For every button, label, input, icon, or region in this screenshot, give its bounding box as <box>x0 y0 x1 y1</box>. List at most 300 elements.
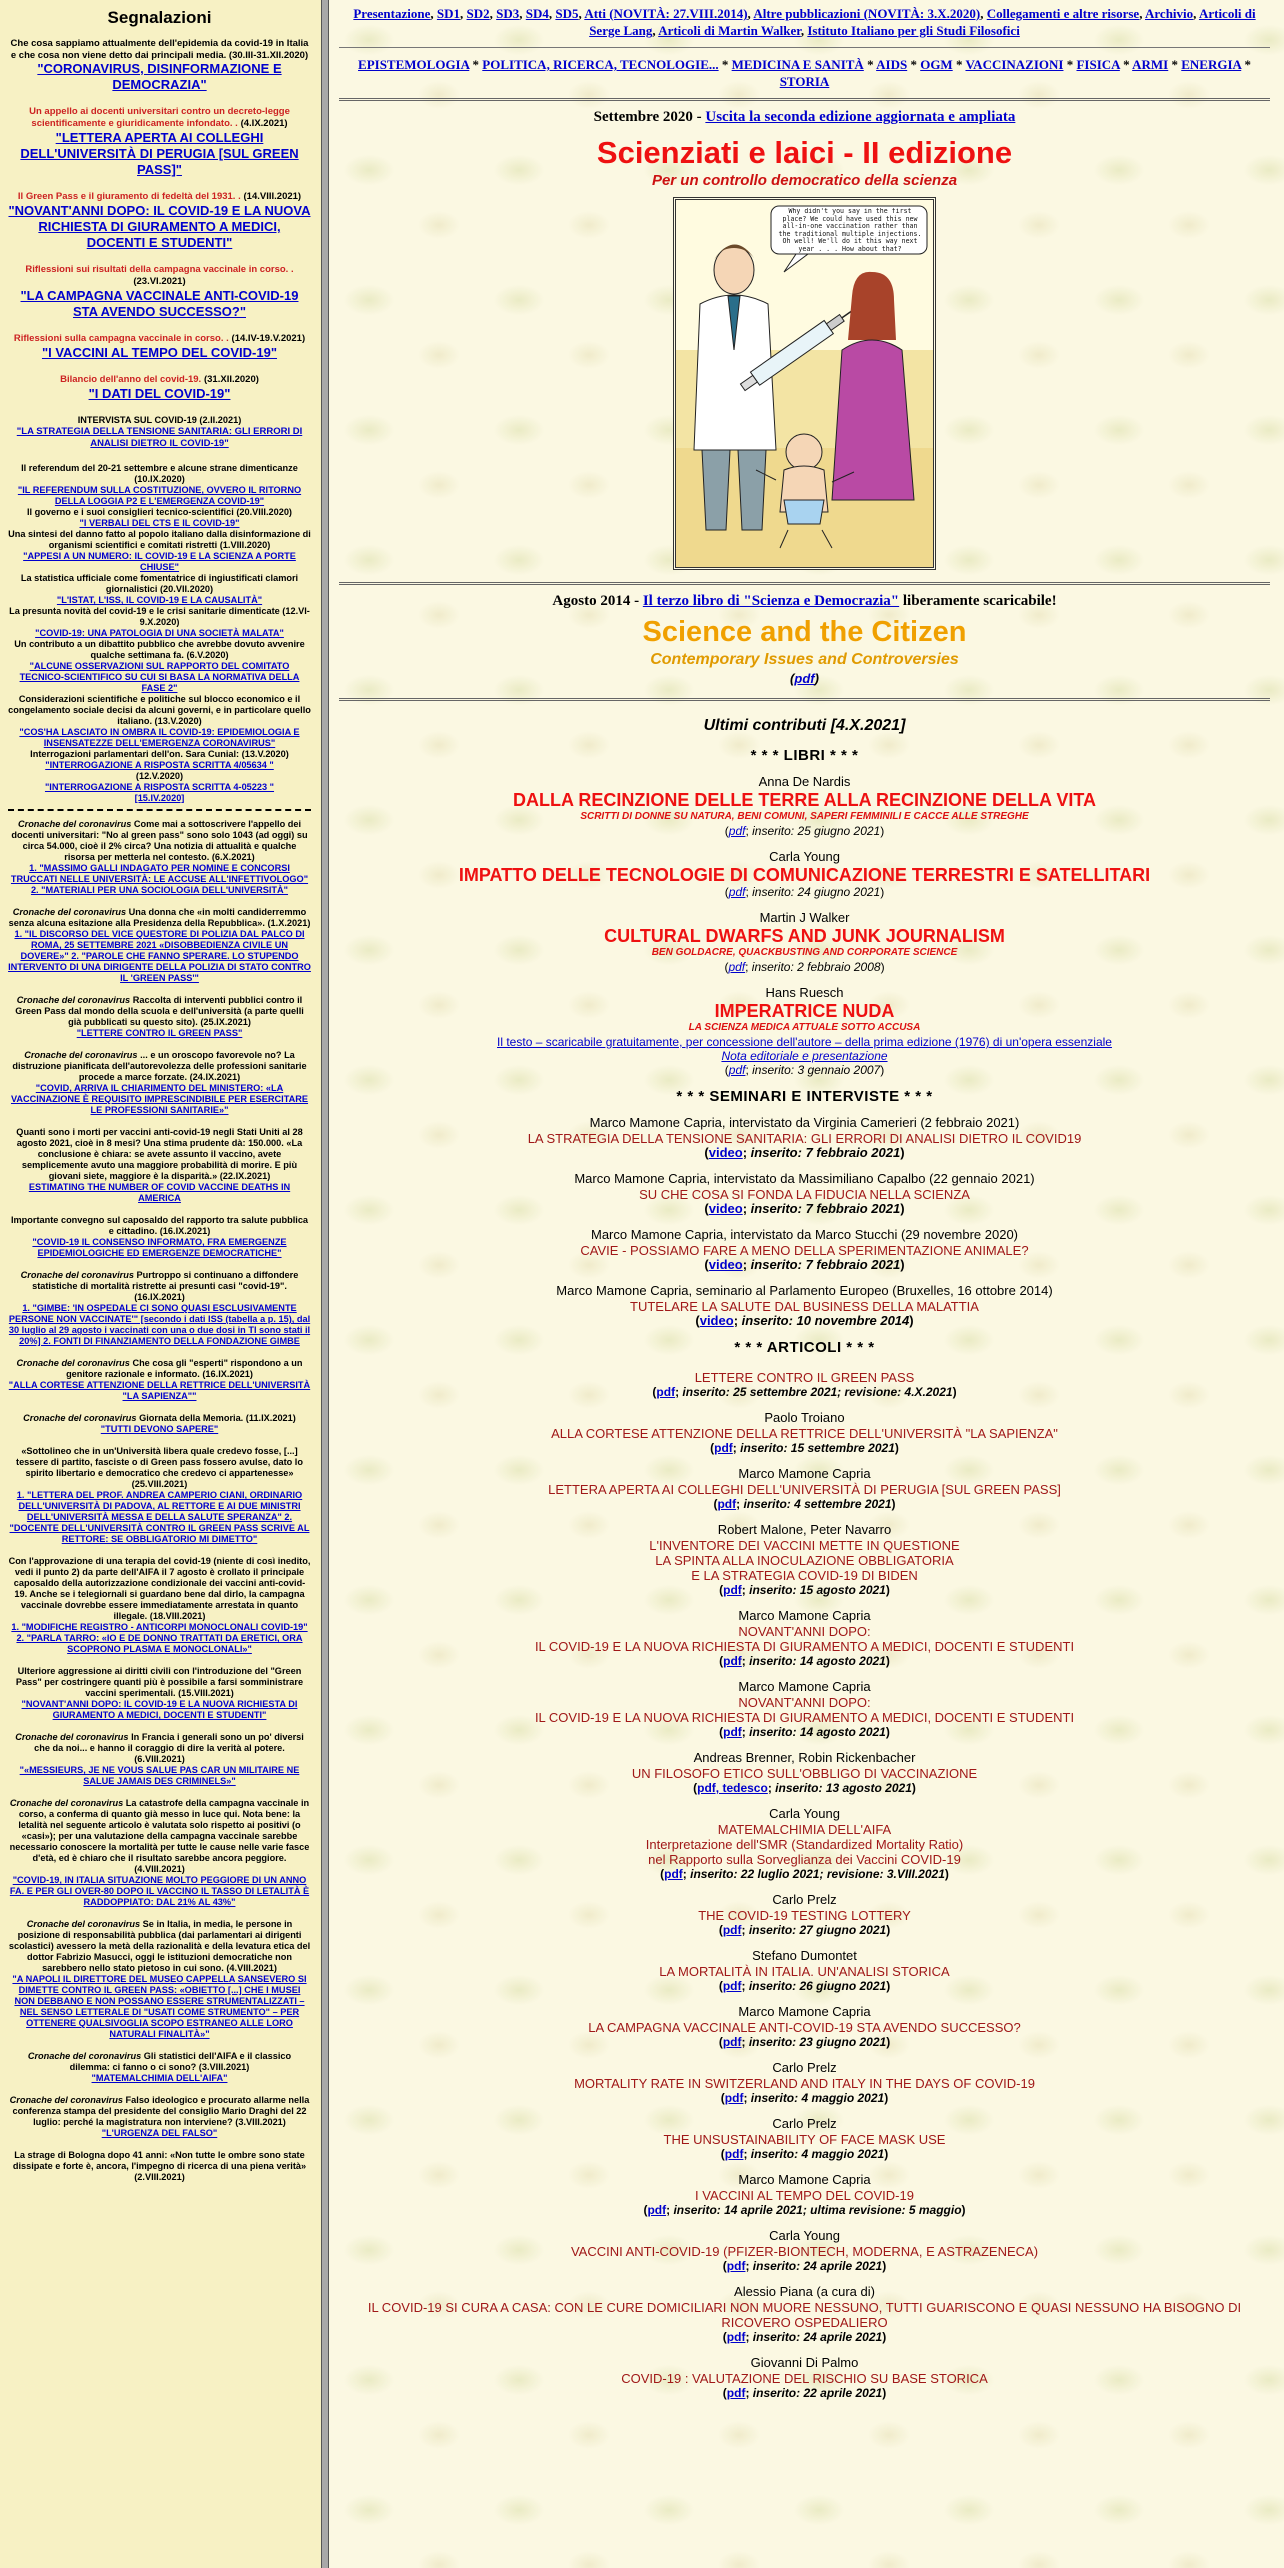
seminar-title: CAVIE - POSSIAMO FARE A MENO DELLA SPERIMENTAZIONE ANIMALE? <box>580 1243 1029 1258</box>
sidebar-covid-item <box>8 639 311 694</box>
book-note: SCRITTI DI DONNE SU NATURA, BENI COMUNI, SAPERI FEMMINILI E CACCE ALLE STREGHE <box>580 811 1029 822</box>
article-pdf-link[interactable]: pdf <box>664 1867 683 1881</box>
sidebar-cronaca-link[interactable]: "A NAPOLI IL DIRETTORE DEL MUSEO CAPPELLA SANSEVERO SI DIMETTE CONTRO IL GREEN PASS: «OBIETTO [...] CHE I MUSEI NON DEBBANO E NON POSSANO ESSERE STRUMENTALIZZATI – NEL SENSO LETTERALE DI "USATI COME STRUMENTO" – PER OTTENERE QUALSIVOGLIA SCOPO ESTRANEO ALLE LORO NATURALI FINALITÀ»" <box>12 1974 307 2039</box>
book-editorial-link[interactable]: Nota editoriale e presentazione <box>721 1049 888 1063</box>
article-author: Marco Mamone Capria <box>738 1679 871 1694</box>
seminar-who: Marco Mamone Capria, intervistato da Virginia Camerieri (2 febbraio 2021) <box>589 1115 1020 1130</box>
sidebar-cronaca-link[interactable]: "NOVANT'ANNI DOPO: IL COVID-19 E LA NUOVA RICHIESTA DI GIURAMENTO A MEDICI, DOCENTI E STUDENTI" <box>21 1699 298 1720</box>
sidebar-cronaca-text: Come mai a sottoscrivere l'appello dei docenti universitari: "No al green pass" sono solo 1043 (ad oggi) su circa 54.000, cioè il 2% circa? Una notizia di attualità e qualche risorsa per metterla nel contesto. (6.X.2021) <box>11 819 308 862</box>
article-inserted: (pdf; inserito: 14 aprile 2021; ultima revisione: 5 maggio) <box>643 2203 966 2217</box>
sidebar-cronaca-link[interactable]: 1. "LETTERA DEL PROF. ANDREA CAMPERIO CIANI, ORDINARIO DELL'UNIVERSITÀ DI PADOVA, AL RETTORE E AI DUE MINISTRI DELL'UNIVERSITÀ MESSA E DELLA SALUTE SPERANZA" 2. "DOCENTE DELL'UNIVERSITÀ CONTRO IL GREEN PASS SCRIVE AL RETTORE: SE OBBLIGATORIO MI DIMETTO" <box>9 1490 310 1544</box>
sidebar-covid-link[interactable]: "COVID-19: UNA PATOLOGIA DI UNA SOCIETÀ MALATA" <box>35 628 284 638</box>
sidebar-covid-desc: La statistica ufficiale come fomentatrice di ingiustificati clamori giornalistici (20.VII.2020) <box>20 573 299 594</box>
video-link[interactable]: video <box>699 1313 734 1328</box>
article-entry <box>339 1466 1270 1511</box>
sidebar-cronaca-text: Giornata della Memoria. (11.IX.2021) <box>139 1413 296 1423</box>
sidebar-cronaca-text: Ulteriore aggressione ai diritti civili con l'introduzione del "Green Pass" per costringere quanti più è possibile a farsi somministrare vaccini sperimentali. (15.VIII.2021) <box>15 1666 304 1698</box>
book-title: IMPATTO DELLE TECNOLOGIE DI COMUNICAZIONE TERRESTRI E SATELLITARI <box>458 865 1151 885</box>
seminar-entry <box>339 1171 1270 1216</box>
seminars-list <box>339 1115 1270 1328</box>
nav-link[interactable]: Archivio <box>1145 6 1194 21</box>
article-pdf-link[interactable]: pdf <box>722 2035 742 2049</box>
article-pdf-link[interactable]: pdf, tedesco <box>697 1781 768 1795</box>
section-divider <box>339 698 1270 701</box>
book-subtitle: Contemporary Issues and Controversies <box>650 651 959 668</box>
sidebar-covid-link[interactable]: "COS'HA LASCIATO IN OMBRA IL COVID-19: EPIDEMIOLOGIA E INSENSATEZZE DELL'EMERGENZA CORONAVIRUS" <box>19 727 300 748</box>
article-title: THE COVID-19 TESTING LOTTERY <box>698 1908 911 1923</box>
inserted-date: inserito: 15 agosto 2021 <box>749 1583 886 1597</box>
topic-link[interactable]: AIDS <box>876 57 908 72</box>
sidebar-cronaca <box>8 1413 311 1435</box>
sidebar-covid-desc: Interrogazioni parlamentari dell'on. Sara Cunial: (13.V.2020) <box>30 749 289 759</box>
book-title: Science and the Citizen <box>642 616 967 648</box>
sidebar-cronaca-link[interactable]: ESTIMATING THE NUMBER OF COVID VACCINE DEATHS IN AMERICA <box>28 1182 291 1203</box>
article-inserted: (pdf; inserito: 22 luglio 2021; revisione: 3.VIII.2021) <box>660 1867 949 1881</box>
seminar-entry <box>339 1283 1270 1328</box>
article-pdf-link[interactable]: pdf <box>722 1923 742 1937</box>
sidebar-cronaca-link[interactable]: "COVID, ARRIVA IL CHIARIMENTO DEL MINISTERO: «LA VACCINAZIONE È REQUISITO IMPRESCINDIBILE PER ESERCITARE LE PROFESSIONI SANITARIE»" <box>10 1083 309 1115</box>
article-inserted: (pdf; inserito: 23 giugno 2021) <box>718 2035 891 2049</box>
book-inserted: (pdf; inserito: 25 giugno 2021) <box>724 824 885 838</box>
article-pdf-link[interactable]: pdf <box>724 2091 744 2105</box>
cartoon-caption: Why didn't you say in the first place? We could have used this new all-in-one vaccination rather than the traditional multiple injections. Oh well! We'll do it this way next year . . . How about that? <box>778 208 922 253</box>
article-entry <box>339 1750 1270 1795</box>
pdf-link[interactable]: pdf <box>728 824 746 838</box>
book-note: LA SCIENZA MEDICA ATTUALE SOTTO ACCUSA <box>688 1022 921 1033</box>
sidebar-cronaca-text: La catastrofe della campagna vaccinale in corso, a conferma di quanto già messo in luce qui. Nota bene: la letalità nel seguente articolo è valutata solo rispetto ai positivi (o «casi»); per una valutazione della campagna vaccinale sarebbe necessario conoscere la mortalità per tutte le cause nelle varie fasce d'età, ed è chiaro che il risultato sarebbe ancora peggiore. (4.VIII.2021) <box>9 1798 310 1874</box>
sidebar-cronaca-link[interactable]: 1. "MASSIMO GALLI INDAGATO PER NOMINE E CONCORSI TRUCCATI NELLE UNIVERSITÀ: LE ACCUSE ALL'INFETTIVOLOGO" 2. "MATERIALI PER UNA SOCIOLOGIA DELL'UNIVERSITÀ" <box>10 863 309 895</box>
nav-link[interactable]: Articoli di Martin Walker <box>658 23 801 38</box>
sidebar-interview: INTERVISTA SUL COVID-19 (2.II.2021) <box>77 415 242 425</box>
sidebar-cronaca-text: Che cosa gli "esperti" rispondono a un genitore razionale e informato. (16.IX.2021) <box>66 1358 303 1379</box>
sidebar-highlight-desc: Riflessioni sulla campagna vaccinale in corso. . <box>13 333 229 344</box>
sidebar-interview-link[interactable]: "LA STRATEGIA DELLA TENSIONE SANITARIA: GLI ERRORI DI ANALISI DIETRO IL COVID-19" <box>16 426 303 449</box>
article-author: Carlo Prelz <box>772 2116 837 2131</box>
book-section <box>339 593 1270 686</box>
sidebar-highlight-link[interactable]: "I DATI DEL COVID-19" <box>88 386 231 401</box>
sidebar-cronaca <box>8 907 311 984</box>
article-inserted: (pdf; inserito: 4 maggio 2021) <box>720 2147 889 2161</box>
inserted-date: inserito: 4 maggio 2021 <box>750 2091 885 2105</box>
article-inserted: (pdf; inserito: 22 aprile 2021) <box>722 2386 887 2400</box>
sidebar-highlight <box>8 191 311 251</box>
article-pdf-link[interactable]: pdf <box>714 1441 733 1455</box>
sidebar-cronaca <box>8 1215 311 1259</box>
nav-link[interactable]: SD5 <box>555 6 579 21</box>
book-author: Hans Ruesch <box>765 985 844 1000</box>
article-pdf-link[interactable]: pdf <box>723 1654 742 1668</box>
inserted-date: inserito: 4 maggio 2021 <box>750 2147 885 2161</box>
sidebar-cronaca-text: La strage di Bologna dopo 41 anni: «Non tutte le ombre sono state dissipate e forte è, ancora, l'impegno di ricerca di una piena verità» (2.VIII.2021) <box>12 2150 307 2182</box>
sidebar-covid-link[interactable]: "APPESI A UN NUMERO: IL COVID-19 E LA SCIENZA A PORTE CHIUSE" <box>23 551 296 572</box>
articles-heading: * * * ARTICOLI * * * <box>734 1339 875 1356</box>
nav-link[interactable]: Atti (NOVITÀ: 27.VIII.2014) <box>584 6 748 21</box>
article-author: Stefano Dumontet <box>752 1948 857 1963</box>
nav-link[interactable]: Altre pubblicazioni (NOVITÀ: 3.X.2020) <box>753 6 981 21</box>
sidebar-cronaca-text: Gli statistici dell'AIFA e il classico dilemma: ci fanno o ci sono? (3.VIII.2021) <box>69 2051 292 2072</box>
book-entry <box>339 910 1270 974</box>
sidebar-highlight <box>8 264 311 320</box>
sidebar-cronaca-text: Con l'approvazione di una terapia del covid-19 (niente di così inedito, vedi il punto 2) da parte dell'AIFA il 7 agosto è crollato il principale caposaldo della autorizzazione condizionale dei vaccini anti-covid-19. Anche se i telegiornali si guardano bene dal dirlo, la campagna vaccinale dovrebbe essere immediatamente arrestata in quanto illegale. (18.VIII.2021) <box>8 1556 311 1621</box>
section-divider <box>339 98 1270 101</box>
article-title: ALLA CORTESE ATTENZIONE DELLA RETTRICE DELL'UNIVERSITÀ "LA SAPIENZA" <box>551 1426 1058 1441</box>
topic-link[interactable]: ARMI <box>1132 57 1169 72</box>
book-link[interactable]: Il terzo libro di "Scienza e Democrazia" <box>642 593 900 609</box>
pdf-link[interactable]: pdf <box>728 885 746 899</box>
topic-link[interactable]: VACCINAZIONI <box>965 57 1064 72</box>
article-title: NOVANT'ANNI DOPO: IL COVID-19 E LA NUOVA RICHIESTA DI GIURAMENTO A MEDICI, DOCENTI E STUDENTI <box>534 1695 1075 1725</box>
sidebar-covid-item <box>8 573 311 606</box>
nav-link[interactable]: SD3 <box>496 6 520 21</box>
sidebar-cronaca <box>8 2150 311 2183</box>
video-link[interactable]: video <box>708 1257 743 1272</box>
sidebar-cronaca <box>8 1446 311 1545</box>
article-title: NOVANT'ANNI DOPO: IL COVID-19 E LA NUOVA RICHIESTA DI GIURAMENTO A MEDICI, DOCENTI E STUDENTI <box>534 1624 1075 1654</box>
book-header: Agosto 2014 - Il terzo libro di "Scienza e Democrazia" liberamente scaricabile! <box>552 593 1057 609</box>
sidebar-covid-list <box>8 463 311 804</box>
sidebar-cronache <box>8 819 311 2183</box>
sidebar-covid-link[interactable]: "L'ISTAT, L'ISS, IL COVID-19 E LA CAUSALITÀ" <box>56 595 263 605</box>
inserted-date: inserito: 14 agosto 2021 <box>749 1654 886 1668</box>
article-title: MATEMALCHIMIA DELL'AIFA Interpretazione dell'SMR (Standardized Mortality Ratio) nel Rapporto sulla Sorveglianza dei Vaccini COVID-19 <box>645 1822 964 1867</box>
book-note: BEN GOLDACRE, QUACKBUSTING AND CORPORATE SCIENCE <box>651 947 958 958</box>
seminar-entry <box>339 1115 1270 1160</box>
sidebar-covid-item <box>8 507 311 529</box>
sidebar-covid-item <box>8 694 311 749</box>
book-pdf-link[interactable]: pdf <box>794 671 815 686</box>
edition-date: Settembre 2020 <box>593 109 693 125</box>
sidebar-highlight-desc: Riflessioni sui risultati della campagna vaccinale in corso. . <box>25 264 294 275</box>
sidebar-covid-item <box>8 771 311 793</box>
edition-link[interactable]: Uscita la seconda edizione aggiornata e ampliata <box>705 109 1016 125</box>
inserted-date: inserito: 7 febbraio 2021 <box>750 1257 901 1272</box>
nav-link[interactable]: Istituto Italiano per gli Studi Filosofici <box>807 23 1020 38</box>
sidebar-cronaca-link[interactable]: 1. "IL DISCORSO DEL VICE QUESTORE DI POLIZIA DAL PALCO DI ROMA, 25 SETTEMBRE 2021 «DISOBBEDIENZA CIVILE UN DOVERE»" 2. "PAROLE CHE FANNO SPERARE. LO STUPENDO INTERVENTO DI UNA DIRIGENTE DELLA POLIZIA DI STATO CONTRO IL 'GREEN PASS'" <box>8 929 311 983</box>
article-title: COVID-19 : VALUTAZIONE DEL RISCHIO SU BASE STORICA <box>621 2371 988 2386</box>
sidebar-cronaca-text: Falso ideologico e procurato allarme nella conferenza stampa del presidente del consiglio Mario Draghi del 22 luglio: perché la magistratura non interviene? (3.VIII.2021) <box>12 2095 310 2127</box>
sidebar-covid-link[interactable]: [15.IV.2020] <box>134 793 185 803</box>
sidebar-cronaca-link[interactable]: 1. "MODIFICHE REGISTRO - ANTICORPI MONOCLONALI COVID-19" 2. "PARLA TARRO: «IO E DE DONNO TRATTATI DA ERETICI, ORA SCOPRONO PLASMA E MONOCLONALI»" <box>11 1622 308 1654</box>
sidebar-cronaca <box>8 1358 311 1402</box>
book-entry <box>339 774 1270 838</box>
sidebar-cronaca <box>8 1270 311 1347</box>
sidebar-cronaca <box>8 1050 311 1116</box>
inserted-date: inserito: 23 giugno 2021 <box>748 2035 887 2049</box>
sidebar-cronaca <box>8 1666 311 1721</box>
sidebar-cronaca-text: ... e un oroscopo favorevole no? La distruzione pianificata dell'autorevolezza delle professioni sanitarie procede a marce forzate. (24.IX.2021) <box>12 1050 307 1082</box>
topic-link[interactable]: OGM <box>920 57 953 72</box>
sidebar-cronaca-lead: Cronache del coronavirus <box>9 2095 123 2105</box>
sidebar-cronaca-lead: Cronache del coronavirus <box>26 1919 141 1929</box>
sidebar-cronaca-lead: Cronache del coronavirus <box>16 1358 130 1368</box>
book-inserted: (pdf; inserito: 3 gennaio 2007) <box>724 1063 885 1077</box>
article-title: UN FILOSOFO ETICO SULL'OBBLIGO DI VACCINAZIONE <box>631 1766 978 1781</box>
topic-link[interactable]: EPISTEMOLOGIA <box>358 57 470 72</box>
book-author: Martin J Walker <box>759 910 850 925</box>
inserted-date: inserito: 24 giugno 2021 <box>752 885 881 899</box>
book-entry <box>339 849 1270 899</box>
sidebar-covid-link[interactable]: "INTERROGAZIONE A RISPOSTA SCRITTA 4-05223 " <box>44 782 275 792</box>
inserted-date: inserito: 2 febbraio 2008 <box>751 960 881 974</box>
article-pdf-link[interactable]: pdf <box>722 1979 742 1993</box>
sidebar-cronaca-link[interactable]: 1. "GIMBE: 'IN OSPEDALE CI SONO QUASI ESCLUSIVAMENTE PERSONE NON VACCINATE'" [secondo i dati ISS (tabella a p. 15), dal 30 luglio al 29 agosto i vaccinati con una o due dosi in TI sono stati il 20%] 2. FONTI DI FINANZIAMENTO DELLA FONDAZIONE GIMBE <box>8 1303 311 1346</box>
article-pdf-link[interactable]: pdf <box>717 1497 737 1511</box>
pdf-link[interactable]: pdf <box>728 1063 746 1077</box>
seminar-inserted: (video; inserito: 10 novembre 2014) <box>695 1313 914 1328</box>
video-link[interactable]: video <box>708 1201 743 1216</box>
seminar-inserted: (video; inserito: 7 febbraio 2021) <box>704 1145 905 1160</box>
book-title: DALLA RECINZIONE DELLE TERRE ALLA RECINZIONE DELLA VITA <box>513 790 1096 810</box>
sidebar-cronaca-link[interactable]: "«MESSIEURS, JE NE VOUS SALUE PAS CAR UN MILITAIRE NE SALUE JAMAIS DES CRIMINELS»" <box>19 1765 300 1786</box>
article-inserted: (pdf; inserito: 15 settembre 2021) <box>710 1441 899 1455</box>
article-entry <box>339 1806 1270 1881</box>
sidebar-highlight-link[interactable]: "NOVANT'ANNI DOPO: IL COVID-19 E LA NUOVA RICHIESTA DI GIURAMENTO A MEDICI, DOCENTI E STUDENTI" <box>8 203 311 250</box>
sidebar-highlight-link[interactable]: "LETTERA APERTA AI COLLEGHI DELL'UNIVERSITÀ DI PERUGIA [SUL GREEN PASS]" <box>20 130 299 177</box>
inserted-date: inserito: 15 settembre 2021 <box>740 1441 895 1455</box>
book-title: CULTURAL DWARFS AND JUNK JOURNALISM <box>604 926 1005 946</box>
article-author: Marco Mamone Capria <box>738 1466 871 1481</box>
nav-link[interactable]: Collegamenti e altre risorse <box>986 6 1140 21</box>
article-author: Marco Mamone Capria <box>738 2172 871 2187</box>
edition-subtitle: Per un controllo democratico della scienza <box>651 172 958 189</box>
sidebar-cronaca-lead: Cronache del coronavirus <box>9 1798 124 1808</box>
sidebar-highlight-link[interactable]: "LA CAMPAGNA VACCINALE ANTI-COVID-19 STA AVENDO SUCCESSO?" <box>20 288 299 319</box>
sidebar-highlight-date: (4.IX.2021) <box>240 118 288 129</box>
sidebar-highlight <box>8 333 311 361</box>
nav-link[interactable]: SD2 <box>466 6 490 21</box>
sidebar-intro-link[interactable]: "CORONAVIRUS, DISINFORMAZIONE E DEMOCRAZIA" <box>37 61 282 92</box>
vaccine-cartoon[interactable] <box>673 197 936 570</box>
sidebar-cronaca-lead: Cronache del coronavirus <box>20 1270 134 1280</box>
article-entry <box>339 2228 1270 2273</box>
sidebar-highlight-desc: Il Green Pass e il giuramento di fedeltà del 1931. . <box>17 191 241 202</box>
nav-link[interactable]: Articoli di Serge Lang <box>589 6 1256 38</box>
article-author: Alessio Piana (a cura di) <box>734 2284 875 2299</box>
sidebar-cronaca-lead: Cronache del coronavirus <box>16 995 131 1005</box>
sidebar-covid-item <box>8 606 311 639</box>
sidebar-highlight <box>8 106 311 178</box>
article-pdf-link[interactable]: pdf <box>647 2203 667 2217</box>
sidebar-highlight-date: (14.IV-19.V.2021) <box>231 333 306 344</box>
inserted-date: inserito: 27 giugno 2021 <box>748 1923 887 1937</box>
sidebar-cronaca-text: Quanti sono i morti per vaccini anti-covid-19 negli Stati Uniti al 28 agosto 2021, cioè in 8 mesi? Una stima prudente dà: 150.000. «La conclusione è chiara: se avete assunto il vaccino, avete semplicemente avuto una maggiore probabilità di morire. E più giovani siete, maggiore è la disparità.» (22.IX.2021) <box>16 1127 303 1181</box>
sidebar <box>0 0 321 2568</box>
sidebar-cronaca <box>8 1732 311 1787</box>
book-author: Carla Young <box>769 849 840 864</box>
book-inserted: (pdf; inserito: 24 giugno 2021) <box>724 885 885 899</box>
article-inserted: (pdf; inserito: 24 aprile 2021) <box>722 2259 887 2273</box>
cartoon-drawing <box>676 200 933 567</box>
sidebar-highlight-desc: Bilancio dell'anno del covid-19. <box>60 374 202 385</box>
book-pdf: (pdf) <box>790 671 819 686</box>
sidebar-cronaca <box>8 2095 311 2139</box>
article-inserted: (pdf; inserito: 14 agosto 2021) <box>719 1725 890 1739</box>
book-tail: liberamente scaricabile! <box>902 593 1057 609</box>
article-entry <box>339 2004 1270 2049</box>
video-link[interactable]: video <box>708 1145 743 1160</box>
sidebar-covid-desc: Considerazioni scientifiche e politiche sul blocco economico e il congelamento sociale decisi da alcuni governi, e in particolare quello italiano. (13.V.2020) <box>8 694 311 726</box>
sidebar-cronaca-link[interactable]: "COVID-19 IL CONSENSO INFORMATO, FRA EMERGENZE EPIDEMIOLOGICHE ED EMERGENZE DEMOCRATICHE" <box>32 1237 287 1258</box>
article-pdf-link[interactable]: pdf <box>726 2259 746 2273</box>
sidebar-cronaca <box>8 819 311 896</box>
article-inserted: (pdf; inserito: 26 giugno 2021) <box>718 1979 891 1993</box>
sidebar-title: Segnalazioni <box>107 8 212 27</box>
sidebar-cronaca <box>8 995 311 1039</box>
inserted-date: inserito: 7 febbraio 2021 <box>750 1201 901 1216</box>
article-author: Carlo Prelz <box>772 2060 837 2075</box>
article-title: LETTERE CONTRO IL GREEN PASS <box>694 1370 915 1385</box>
article-author: Marco Mamone Capria <box>738 1608 871 1623</box>
nav-link[interactable]: SD1 <box>436 6 461 21</box>
sidebar-covid-desc: La presunta novità del covid-19 e le crisi sanitarie dimenticate (12.VI-9.X.2020) <box>9 606 310 627</box>
top-nav: Presentazione, SD1, SD2, SD3, SD4, SD5, Atti (NOVITÀ: 27.VIII.2014), Altre pubblicazioni (NOVITÀ: 3.X.2020), Collegamenti e altre risorse, Archivio, Articoli di Serge Lang, Articoli di Martin Walker, Istituto Italiano per gli Studi Filosofici <box>353 6 1256 38</box>
seminar-who: Marco Mamone Capria, intervistato da Marco Stucchi (29 novembre 2020) <box>590 1227 1019 1242</box>
article-title: VACCINI ANTI-COVID-19 (PFIZER-BIONTECH, MODERNA, E ASTRAZENECA) <box>570 2244 1039 2259</box>
seminar-inserted: (video; inserito: 7 febbraio 2021) <box>704 1201 905 1216</box>
sidebar-divider <box>8 809 311 811</box>
inserted-date: inserito: 3 gennaio 2007 <box>752 1063 881 1077</box>
article-author: Giovanni Di Palmo <box>750 2355 859 2370</box>
topic-link[interactable]: MEDICINA E SANITÀ <box>731 57 864 72</box>
edition-title: Scienziati e laici - II edizione <box>596 135 1013 170</box>
latest-section <box>339 717 1270 2400</box>
sidebar-cronaca-text: Se in Italia, in media, le persone in posizione di responsabilità pubblica (dai parlamentari ai dirigenti scolastici) avessero la metà della razionalità e della levatura etica del dottor Fabrizio Masucci, oggi le istituzioni democratiche non sarebbero nello stato pietoso in cui sono. (4.VIII.2021) <box>8 1919 311 1973</box>
edition-header: Settembre 2020 - Uscita la seconda edizione aggiornata e ampliata <box>593 109 1016 125</box>
sidebar-cronaca-text: Importante convegno sul caposaldo del rapporto tra salute pubblica e cittadino. (16.IX.2021) <box>10 1215 309 1236</box>
article-entry <box>339 1948 1270 1993</box>
article-entry <box>339 1522 1270 1597</box>
inserted-date: inserito: 24 aprile 2021 <box>752 2259 883 2273</box>
seminar-inserted: (video; inserito: 7 febbraio 2021) <box>704 1257 905 1272</box>
sidebar-covid-desc: (12.V.2020) <box>135 771 184 781</box>
inserted-date: inserito: 10 novembre 2014 <box>741 1313 910 1328</box>
article-title: L'INVENTORE DEI VACCINI METTE IN QUESTIONE LA SPINTA ALLA INOCULAZIONE OBBLIGATORIA E LA STRATEGIA COVID-19 DI BIDEN <box>649 1538 960 1583</box>
sidebar-cronaca-link[interactable]: "MATEMALCHIMIA DELL'AIFA" <box>91 2073 228 2083</box>
article-entry <box>339 1370 1270 1399</box>
inserted-date: inserito: 25 giugno 2021 <box>752 824 881 838</box>
article-entry <box>339 2172 1270 2217</box>
sidebar-cronaca-lead: Cronache del coronavirus <box>27 2051 142 2061</box>
sidebar-cronaca-text: Una donna che «in molti candiderremmo senza alcuna esitazione alla Presidenza della Repubblica». (1.X.2021) <box>8 907 311 928</box>
seminars-heading: * * * SEMINARI E INTERVISTE * * * <box>676 1088 933 1105</box>
article-pdf-link[interactable]: pdf <box>726 2330 746 2344</box>
sidebar-covid-desc: Il governo e i suoi consiglieri tecnico-scientifici (20.VIII.2020) <box>27 507 292 517</box>
article-entry <box>339 2284 1270 2344</box>
sidebar-cronaca-link[interactable]: "COVID-19, IN ITALIA SITUAZIONE MOLTO PEGGIORE DI UN ANNO FA. E PER GLI OVER-80 DOPO IL VACCINO IL TASSO DI LETALITÀ È RADDOPPIATO: DAL 21% AL 43%" <box>9 1875 310 1907</box>
sidebar-covid-link[interactable]: "INTERROGAZIONE A RISPOSTA SCRITTA 4/05634 " <box>45 760 274 770</box>
book-author: Anna De Nardis <box>758 774 851 789</box>
article-inserted: (pdf; inserito: 25 settembre 2021; revisione: 4.X.2021) <box>652 1385 957 1399</box>
article-title: MORTALITY RATE IN SWITZERLAND AND ITALY IN THE DAYS OF COVID-19 <box>574 2076 1035 2091</box>
sidebar-highlight-link[interactable]: "I VACCINI AL TEMPO DEL COVID-19" <box>41 345 278 360</box>
books-heading: * * * LIBRI * * * <box>750 747 859 764</box>
article-pdf-link[interactable]: pdf <box>723 1725 742 1739</box>
sidebar-cronaca <box>8 1798 311 1908</box>
article-pdf-link[interactable]: pdf <box>726 2386 746 2400</box>
sidebar-covid-link[interactable]: "I VERBALI DEL CTS E IL COVID-19" <box>79 518 240 528</box>
sidebar-cronaca <box>8 1556 311 1655</box>
topic-link[interactable]: ENERGIA <box>1181 57 1242 72</box>
sidebar-highlight-desc: Un appello ai docenti universitari contro un decreto-legge scientificamente e giuridicamente infondato. . <box>29 106 290 129</box>
book-title: IMPERATRICE NUDA <box>714 1001 895 1021</box>
article-entry <box>339 1608 1270 1668</box>
topic-link[interactable]: STORIA <box>779 74 830 89</box>
article-title: LA CAMPAGNA VACCINALE ANTI-COVID-19 STA AVENDO SUCCESSO? <box>588 2020 1021 2035</box>
article-inserted: (pdf, tedesco; inserito: 13 agosto 2021) <box>693 1781 916 1795</box>
sidebar-cronaca <box>8 1127 311 1204</box>
book-extra-link[interactable]: Il testo – scaricabile gratuitamente, per concessione dell'autore – della prima edizione (1976) di un'opera essenziale <box>497 1035 1112 1049</box>
article-title: I VACCINI AL TEMPO DEL COVID-19 <box>695 2188 914 2203</box>
seminar-who: Marco Mamone Capria, intervistato da Massimiliano Capalbo (22 gennaio 2021) <box>574 1171 1035 1186</box>
inserted-date: inserito: 26 giugno 2021 <box>748 1979 887 1993</box>
article-entry <box>339 1410 1270 1455</box>
sidebar-covid-desc: Il referendum del 20-21 settembre e alcune strane dimenticanze (10.IX.2020) <box>21 463 298 484</box>
sidebar-cronaca <box>8 1919 311 2040</box>
inserted-date: inserito: 14 aprile 2021; ultima revisione: 5 maggio <box>673 2203 962 2217</box>
sidebar-highlight <box>8 374 311 402</box>
article-inserted: (pdf; inserito: 4 settembre 2021) <box>713 1497 896 1511</box>
sidebar-cronaca-text: In Francia i generali sono un po' diversi che da noi... e hanno il coraggio di dire la verità al potere. (6.VIII.2021) <box>34 1732 304 1764</box>
topic-link[interactable]: FISICA <box>1076 57 1120 72</box>
column-divider <box>321 0 329 2568</box>
article-entry <box>339 1679 1270 1739</box>
article-pdf-link[interactable]: pdf <box>656 1385 676 1399</box>
books-list <box>339 774 1270 1077</box>
inserted-date: inserito: 13 agosto 2021 <box>775 1781 912 1795</box>
article-author: Carlo Prelz <box>772 1892 837 1907</box>
sidebar-covid-link[interactable]: "IL REFERENDUM SULLA COSTITUZIONE, OVVERO IL RITORNO DELLA LOGGIA P2 E L'EMERGENZA COVID-19" <box>17 485 302 506</box>
article-author: Paolo Troiano <box>764 1410 845 1425</box>
article-pdf-link[interactable]: pdf <box>724 2147 744 2161</box>
articles-list <box>339 1370 1270 2400</box>
sidebar-cronaca-link[interactable]: "TUTTI DEVONO SAPERE" <box>100 1424 219 1434</box>
article-entry <box>339 2116 1270 2161</box>
topic-link[interactable]: POLITICA, RICERCA, TECNOLOGIE... <box>482 57 719 72</box>
article-inserted: (pdf; inserito: 27 giugno 2021) <box>718 1923 891 1937</box>
article-inserted: (pdf; inserito: 4 maggio 2021) <box>720 2091 889 2105</box>
sidebar-cronaca-link[interactable]: "ALLA CORTESE ATTENZIONE DELLA RETTRICE DELL'UNIVERSITÀ "LA SAPIENZA"" <box>8 1380 311 1401</box>
sidebar-intro: Che cosa sappiamo attualmente dell'epidemia da covid-19 in Italia e che cosa non viene detto dai principali media. (30.III-31.XII.2020) <box>10 38 309 61</box>
sidebar-cronaca-text: «Sottolineo che in un'Università libera quale credevo fosse, [...] tessere di partito, fasciste o di Green pass fossero avulse, dato lo spirito libertario e democratico che credevo ci appartenesse» (25.VIII.2021) <box>16 1446 303 1489</box>
sidebar-cronaca-lead: Cronache del coronavirus <box>15 1732 129 1742</box>
article-author: Carla Young <box>769 2228 840 2243</box>
topic-nav: EPISTEMOLOGIA * POLITICA, RICERCA, TECNOLOGIE... * MEDICINA E SANITÀ * AIDS * OGM * VACCINAZIONI * FISICA * ARMI * ENERGIA * STORIA <box>358 57 1251 89</box>
sidebar-covid-link[interactable]: "ALCUNE OSSERVAZIONI SUL RAPPORTO DEL COMITATO TECNICO-SCIENTIFICO SU CUI SI BASA LA NORMATIVA DELLA FASE 2" <box>19 661 300 693</box>
sidebar-cronaca-text: Raccolta di interventi pubblici contro il Green Pass dal mondo della scuola e dell'università (a parte quelli già pubblicati su questo sito). (25.IX.2021) <box>15 995 304 1027</box>
sidebar-cronaca-link[interactable]: "LETTERE CONTRO IL GREEN PASS" <box>76 1028 243 1038</box>
sidebar-covid-item <box>8 463 311 507</box>
sidebar-highlight-date: (31.XII.2020) <box>203 374 259 385</box>
pdf-link[interactable]: pdf <box>728 960 746 974</box>
main-content <box>329 0 1284 2568</box>
seminar-entry <box>339 1227 1270 1272</box>
inserted-date: inserito: 24 aprile 2021 <box>752 2330 883 2344</box>
article-author: Carla Young <box>769 1806 840 1821</box>
inserted-date: inserito: 7 febbraio 2021 <box>750 1145 901 1160</box>
inserted-date: inserito: 22 luglio 2021; revisione: 3.VIII.2021 <box>690 1867 945 1881</box>
article-pdf-link[interactable]: pdf <box>723 1583 742 1597</box>
sidebar-highlight-date: (23.VI.2021) <box>133 276 186 287</box>
nav-link[interactable]: Presentazione <box>353 6 431 21</box>
sidebar-covid-item <box>8 529 311 573</box>
article-title: LETTERA APERTA AI COLLEGHI DELL'UNIVERSITÀ DI PERUGIA [SUL GREEN PASS] <box>548 1482 1061 1497</box>
sidebar-cronaca <box>8 2051 311 2084</box>
sidebar-cronaca-lead: Cronache del coronavirus <box>23 1413 137 1423</box>
sidebar-cronaca-link[interactable]: "L'URGENZA DEL FALSO" <box>101 2128 218 2138</box>
article-entry <box>339 2355 1270 2400</box>
article-author: Marco Mamone Capria <box>738 2004 871 2019</box>
nav-link[interactable]: SD4 <box>525 6 549 21</box>
